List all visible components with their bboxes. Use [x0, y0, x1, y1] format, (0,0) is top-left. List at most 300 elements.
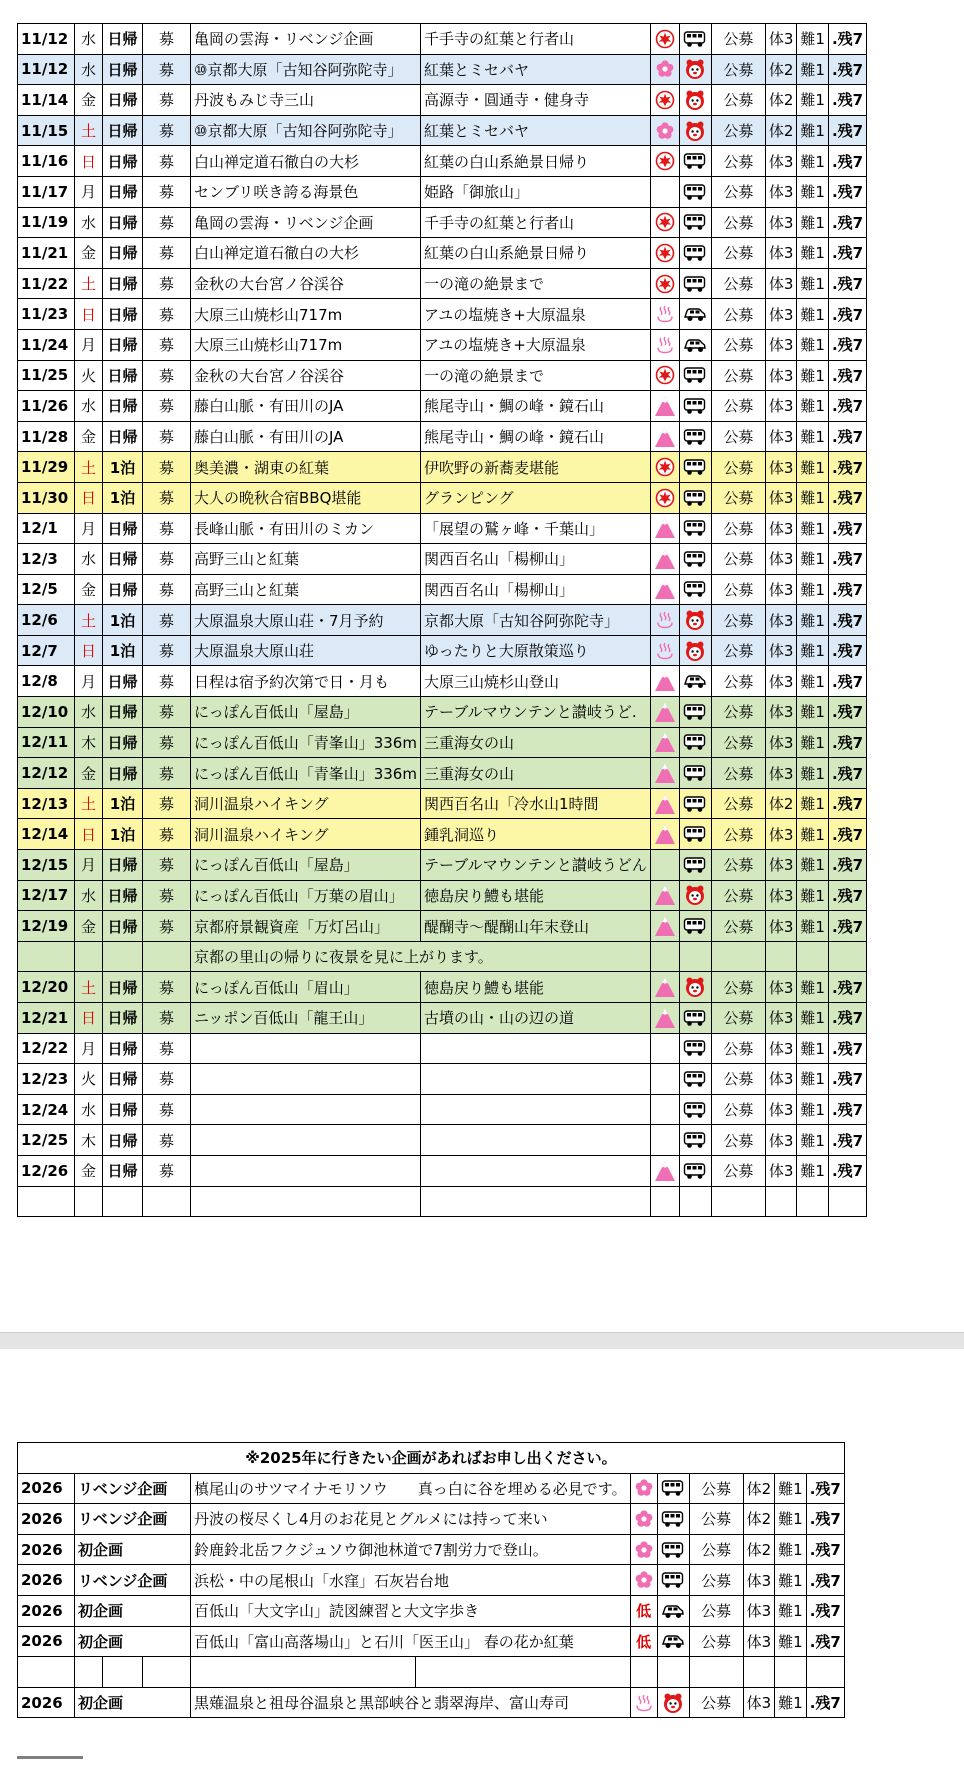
bus-icon: [683, 1008, 708, 1028]
date-cell: 12/21: [18, 1003, 75, 1034]
weekday-cell: 日: [75, 635, 103, 666]
plan-text-cell: 丹波の桜尽くし4月のお花見とグルメには持って来い: [191, 1504, 631, 1535]
schedule-row: [18, 605, 867, 636]
weekday-cell: 金: [75, 421, 103, 452]
public-cell: 公募: [711, 544, 765, 575]
weekday-cell: 土: [75, 452, 103, 483]
plan-title-cell: 大原三山焼杉山717m: [191, 299, 421, 330]
stamina-cell: 体3: [765, 911, 797, 942]
transport-icon-cell: [679, 911, 711, 942]
theme-icon-cell: [650, 880, 679, 911]
date-cell: 11/19: [18, 207, 75, 238]
stamina-cell: 体3: [765, 146, 797, 177]
plan-title-cell: 京都府景観資産「万灯呂山」: [191, 911, 421, 942]
plan-title-cell: 長峰山脈・有田川のミカン: [191, 513, 421, 544]
date-cell: 11/22: [18, 268, 75, 299]
remaining-cell: .残7: [828, 1155, 866, 1186]
weekday-cell: 日: [75, 146, 103, 177]
public-cell: 公募: [711, 635, 765, 666]
transport-icon-cell: [679, 666, 711, 697]
recruit-cell: 募: [143, 1094, 191, 1125]
maple-icon: [654, 29, 676, 49]
recruit-cell: 募: [143, 758, 191, 789]
public-cell: 公募: [711, 54, 765, 85]
trip-type-cell: 日帰: [103, 421, 143, 452]
maple-icon: [654, 151, 676, 171]
empty-cell: [679, 1186, 711, 1217]
trip-type-cell: 日帰: [103, 727, 143, 758]
bus-icon: [683, 29, 708, 49]
plan-kind-cell: 初企画: [75, 1534, 191, 1565]
public-cell: 公募: [711, 880, 765, 911]
difficulty-cell: 難1: [797, 1155, 829, 1186]
weekday-cell: 金: [75, 85, 103, 116]
transport-icon-cell: [679, 850, 711, 881]
theme-icon-cell: [650, 1064, 679, 1095]
public-cell: 公募: [711, 1155, 765, 1186]
public-cell: 公募: [711, 24, 765, 55]
mountain-icon: [654, 426, 676, 448]
note-text-cell: 京都の里山の帰りに夜景を見に上がります。: [191, 941, 651, 972]
transport-icon-cell: [679, 1155, 711, 1186]
low-mountain-icon: 低: [630, 1626, 657, 1657]
weekday-cell: 水: [75, 54, 103, 85]
remaining-cell: .残7: [828, 391, 866, 422]
weekday-cell: 金: [75, 911, 103, 942]
date-cell: 12/1: [18, 513, 75, 544]
empty-cell: [75, 1186, 103, 1217]
stamina-cell: 体3: [765, 360, 797, 391]
plan-description-cell: 千手寺の紅葉と行者山: [420, 207, 650, 238]
public-cell: 公募: [711, 666, 765, 697]
plan-title-cell: [191, 1094, 421, 1125]
theme-icon-cell: [650, 605, 679, 636]
theme-icon-cell: [650, 574, 679, 605]
plan-description-cell: 醍醐寺～醍醐山年末登山: [420, 911, 650, 942]
remaining-cell: .残7: [828, 727, 866, 758]
bus-icon: [683, 457, 708, 477]
plan-text-cell: 百低山「大文字山」読図練習と大文字歩き: [191, 1595, 631, 1626]
date-cell: 11/26: [18, 391, 75, 422]
recruit-cell: 募: [143, 819, 191, 850]
stamina-cell: 体3: [765, 268, 797, 299]
date-cell: 12/23: [18, 1064, 75, 1095]
weekday-cell: 金: [75, 758, 103, 789]
transport-icon-cell: [679, 758, 711, 789]
transport-icon-cell: [679, 1125, 711, 1156]
future-plan-row: [18, 1626, 845, 1657]
stamina-cell: 体3: [765, 238, 797, 269]
difficulty-cell: 難1: [797, 1064, 829, 1095]
difficulty-cell: 難1: [775, 1626, 807, 1657]
onsen-icon: [654, 610, 676, 630]
bus-icon: [683, 1100, 708, 1120]
theme-icon-cell: [650, 1155, 679, 1186]
recruit-cell: 募: [143, 85, 191, 116]
page-divider: [0, 1332, 964, 1349]
empty-row: [18, 1657, 845, 1688]
stamina-cell: 体3: [765, 391, 797, 422]
bus-icon: [661, 1540, 686, 1560]
bus-icon: [683, 1069, 708, 1089]
bus-icon: [683, 732, 708, 752]
year-cell: 2026: [18, 1687, 75, 1718]
plan-kind-cell: 初企画: [75, 1595, 191, 1626]
stamina-cell: 体3: [765, 329, 797, 360]
public-cell: 公募: [711, 788, 765, 819]
schedule-row: [18, 146, 867, 177]
plan-title-cell: 藤白山脈・有田川のJA: [191, 391, 421, 422]
trip-type-cell: 日帰: [103, 238, 143, 269]
plan-title-cell: 亀岡の雲海・リベンジ企画: [191, 24, 421, 55]
plan-description-cell: 伊吹野の新蕎麦堪能: [420, 452, 650, 483]
schedule-row: [18, 1003, 867, 1034]
weekday-cell: 日: [75, 1003, 103, 1034]
trip-type-cell: 1泊: [103, 482, 143, 513]
schedule-row: [18, 666, 867, 697]
onsen-icon: [654, 304, 676, 324]
bus-icon: [683, 794, 708, 814]
empty-cell: [75, 1657, 103, 1688]
mountain-icon: [654, 731, 676, 753]
transport-icon-cell: [679, 54, 711, 85]
trip-type-cell: 日帰: [103, 513, 143, 544]
remaining-cell: .残7: [828, 176, 866, 207]
schedule-row: [18, 697, 867, 728]
stamina-cell: 体3: [765, 574, 797, 605]
weekday-cell: 土: [75, 115, 103, 146]
plan-title-cell: [191, 1155, 421, 1186]
plan-text-cell: 鈴鹿鈴北岳フクジュソウ御池林道で7割労力で登山。: [191, 1534, 631, 1565]
remaining-cell: .残7: [828, 788, 866, 819]
year-cell: 2026: [18, 1504, 75, 1535]
plan-title-cell: センブリ咲き誇る海景色: [191, 176, 421, 207]
recruit-cell: 募: [143, 513, 191, 544]
difficulty-cell: 難1: [797, 574, 829, 605]
schedule-row: [18, 238, 867, 269]
schedule-row: [18, 115, 867, 146]
weekday-cell: 月: [75, 666, 103, 697]
stamina-cell: 体3: [765, 850, 797, 881]
stamina-cell: 体3: [765, 1064, 797, 1095]
difficulty-cell: 難1: [797, 635, 829, 666]
theme-icon-cell: [650, 176, 679, 207]
plan-kind-cell: 初企画: [75, 1626, 191, 1657]
bus-icon: [683, 702, 708, 722]
stamina-cell: 体3: [765, 972, 797, 1003]
public-cell: 公募: [711, 176, 765, 207]
schedule-row: [18, 1155, 867, 1186]
difficulty-cell: 難1: [775, 1687, 807, 1718]
stamina-cell: 体3: [765, 635, 797, 666]
stamina-cell: 体3: [765, 819, 797, 850]
trip-type-cell: 1泊: [103, 605, 143, 636]
plan-text-cell: 浜松・中の尾根山「水窪」石灰岩台地: [191, 1565, 631, 1596]
remaining-cell: .残7: [828, 513, 866, 544]
stamina-cell: 体3: [765, 1125, 797, 1156]
mountain-icon: [654, 395, 676, 417]
transport-icon-cell: [679, 544, 711, 575]
date-cell: 11/24: [18, 329, 75, 360]
plan-description-cell: 古墳の山・山の辺の道: [420, 1003, 650, 1034]
difficulty-cell: 難1: [797, 176, 829, 207]
schedule-row: [18, 911, 867, 942]
theme-icon-cell: [650, 819, 679, 850]
transport-icon-cell: [679, 513, 711, 544]
public-cell: 公募: [711, 1033, 765, 1064]
recruit-cell: 募: [143, 788, 191, 819]
plan-description-cell: 紅葉の白山系絶景日帰り: [420, 146, 650, 177]
stamina-cell: 体3: [765, 421, 797, 452]
plan-description-cell: 一の滝の絶景まで: [420, 268, 650, 299]
public-cell: 公募: [711, 85, 765, 116]
recruit-cell: 募: [143, 482, 191, 513]
note-row: [18, 941, 867, 972]
trip-type-cell: 日帰: [103, 697, 143, 728]
theme-icon-cell: [630, 1473, 657, 1504]
bus-icon: [683, 549, 708, 569]
recruit-cell: 募: [143, 299, 191, 330]
schedule-row: [18, 1094, 867, 1125]
recruit-cell: 募: [143, 329, 191, 360]
public-cell: 公募: [711, 482, 765, 513]
plan-kind-cell: リベンジ企画: [75, 1504, 191, 1535]
remaining-cell: .残7: [828, 972, 866, 1003]
stamina-cell: 体3: [765, 1003, 797, 1034]
date-cell: 11/25: [18, 360, 75, 391]
bus-icon: [683, 365, 708, 385]
plan-text-cell: 百低山「富山高落場山」と石川「医王山」 春の花か紅葉: [191, 1626, 631, 1657]
plan-description-cell: 千手寺の紅葉と行者山: [420, 24, 650, 55]
trip-type-cell: 1泊: [103, 452, 143, 483]
plan-description-cell: テーブルマウンテンと讃岐うどん: [420, 850, 650, 881]
recruit-cell: 募: [143, 727, 191, 758]
plan-description-cell: 大原三山焼杉山登山: [420, 666, 650, 697]
difficulty-cell: 難1: [797, 360, 829, 391]
stamina-cell: 体3: [765, 299, 797, 330]
plan-title-cell: にっぽん百低山「屋島」: [191, 697, 421, 728]
weekday-cell: 火: [75, 360, 103, 391]
difficulty-cell: 難1: [797, 605, 829, 636]
public-cell: 公募: [711, 452, 765, 483]
transport-icon-cell: [679, 635, 711, 666]
plan-title-cell: にっぽん百低山「青峯山」336m: [191, 758, 421, 789]
plan-description-cell: 熊尾寺山・鯛の峰・鏡石山: [420, 391, 650, 422]
remaining-cell: .残7: [828, 635, 866, 666]
plan-description-cell: 関西百名山「楊柳山」: [420, 574, 650, 605]
recruit-cell: 募: [143, 207, 191, 238]
theme-icon-cell: [650, 421, 679, 452]
difficulty-cell: 難1: [775, 1504, 807, 1535]
difficulty-cell: 難1: [797, 268, 829, 299]
plan-title-cell: 白山禅定道石徹白の大杉: [191, 146, 421, 177]
recruit-cell: 募: [143, 360, 191, 391]
date-cell: 12/20: [18, 972, 75, 1003]
car-icon: [683, 335, 708, 355]
remaining-cell: .残7: [828, 819, 866, 850]
trip-type-cell: 日帰: [103, 544, 143, 575]
theme-icon-cell: [630, 1687, 657, 1718]
empty-cell: [650, 941, 679, 972]
transport-icon-cell: [679, 727, 711, 758]
remaining-cell: .残7: [828, 268, 866, 299]
recruit-cell: 募: [143, 697, 191, 728]
public-cell: 公募: [711, 207, 765, 238]
remaining-cell: .残7: [828, 115, 866, 146]
empty-cell: [103, 1657, 143, 1688]
public-cell: 公募: [711, 146, 765, 177]
stamina-cell: 体3: [765, 727, 797, 758]
weekday-cell: 日: [75, 299, 103, 330]
plan-text-cell: 槙尾山のサツマイナモリソウ 真っ白に谷を埋める必見です。: [191, 1473, 631, 1504]
weekday-cell: 日: [75, 819, 103, 850]
difficulty-cell: 難1: [797, 666, 829, 697]
empty-cell: [657, 1657, 689, 1688]
onsen-icon: [654, 335, 676, 355]
trip-type-cell: 1泊: [103, 635, 143, 666]
transport-icon-cell: [657, 1595, 689, 1626]
difficulty-cell: 難1: [775, 1473, 807, 1504]
plan-title-cell: [191, 1125, 421, 1156]
flower-icon: [654, 121, 676, 141]
weekday-cell: 土: [75, 605, 103, 636]
theme-icon-cell: [650, 115, 679, 146]
recruit-cell: 募: [143, 1064, 191, 1095]
date-cell: 11/12: [18, 54, 75, 85]
empty-cell: [143, 1186, 191, 1217]
plan-title-cell: 大原温泉大原山荘: [191, 635, 421, 666]
theme-icon-cell: [650, 972, 679, 1003]
plan-description-cell: 鍾乳洞巡り: [420, 819, 650, 850]
plan-description-cell: テーブルマウンテンと讃岐うど.: [420, 697, 650, 728]
stamina-cell: 体3: [743, 1595, 775, 1626]
trip-type-cell: 日帰: [103, 911, 143, 942]
public-cell: 公募: [711, 1125, 765, 1156]
transport-icon-cell: [679, 972, 711, 1003]
difficulty-cell: 難1: [797, 1125, 829, 1156]
transport-icon-cell: [679, 605, 711, 636]
trip-type-cell: 日帰: [103, 1033, 143, 1064]
weekday-cell: 水: [75, 391, 103, 422]
date-cell: 12/25: [18, 1125, 75, 1156]
recruit-cell: 募: [143, 176, 191, 207]
recruit-cell: 募: [143, 605, 191, 636]
plan-description-cell: アユの塩焼き+大原温泉: [420, 329, 650, 360]
plan-description-cell: [420, 1064, 650, 1095]
weekday-cell: 土: [75, 268, 103, 299]
transport-icon-cell: [679, 819, 711, 850]
mountain-icon: [654, 1007, 676, 1029]
date-cell: 12/8: [18, 666, 75, 697]
future-plan-row: [18, 1504, 845, 1535]
theme-icon-cell: [650, 666, 679, 697]
stamina-cell: 体3: [765, 1094, 797, 1125]
schedule-row: [18, 299, 867, 330]
theme-icon-cell: [650, 635, 679, 666]
theme-icon-cell: [650, 452, 679, 483]
plan-title-cell: 大人の晩秋合宿BBQ堪能: [191, 482, 421, 513]
difficulty-cell: 難1: [797, 697, 829, 728]
transport-icon-cell: [679, 880, 711, 911]
transport-icon-cell: [679, 299, 711, 330]
weekday-cell: 月: [75, 513, 103, 544]
theme-icon-cell: [650, 788, 679, 819]
remaining-cell: .残7: [828, 360, 866, 391]
theme-icon-cell: [650, 268, 679, 299]
stamina-cell: 体2: [765, 54, 797, 85]
plan-title-cell: にっぽん百低山「万葉の眉山」: [191, 880, 421, 911]
remaining-cell: .残7: [828, 452, 866, 483]
empty-cell: [420, 1186, 650, 1217]
theme-icon-cell: [650, 207, 679, 238]
stamina-cell: 体3: [743, 1565, 775, 1596]
difficulty-cell: 難1: [797, 421, 829, 452]
plan-description-cell: 京都大原「古知谷阿弥陀寺」: [420, 605, 650, 636]
remaining-cell: .残7: [828, 911, 866, 942]
trip-type-cell: 日帰: [103, 54, 143, 85]
remaining-cell: .残7: [828, 85, 866, 116]
trip-type-cell: 日帰: [103, 360, 143, 391]
empty-cell: [18, 1657, 75, 1688]
difficulty-cell: 難1: [797, 972, 829, 1003]
remaining-cell: .残7: [828, 574, 866, 605]
bus-icon: [683, 427, 708, 447]
weekday-cell: 月: [75, 1033, 103, 1064]
car-icon: [683, 304, 708, 324]
plan-title-cell: [191, 1064, 421, 1095]
mountain-icon: [654, 884, 676, 906]
plan-description-cell: [420, 1094, 650, 1125]
weekday-cell: 水: [75, 207, 103, 238]
date-cell: 11/28: [18, 421, 75, 452]
transport-icon-cell: [657, 1504, 689, 1535]
empty-cell: [679, 941, 711, 972]
transport-icon-cell: [679, 146, 711, 177]
remaining-cell: .残7: [828, 880, 866, 911]
empty-cell: [630, 1657, 657, 1688]
empty-cell: [650, 1186, 679, 1217]
theme-icon-cell: [650, 85, 679, 116]
schedule-row: [18, 1064, 867, 1095]
difficulty-cell: 難1: [797, 115, 829, 146]
transport-icon-cell: [679, 360, 711, 391]
transport-icon-cell: [679, 176, 711, 207]
transport-icon-cell: [679, 1033, 711, 1064]
difficulty-cell: 難1: [797, 391, 829, 422]
plan-title-cell: 高野三山と紅葉: [191, 574, 421, 605]
mountain-icon: [654, 548, 676, 570]
transport-icon-cell: [679, 1094, 711, 1125]
plan-kind-cell: リベンジ企画: [75, 1473, 191, 1504]
plan-title-cell: 高野三山と紅葉: [191, 544, 421, 575]
public-cell: 公募: [711, 972, 765, 1003]
weekday-cell: 金: [75, 574, 103, 605]
stamina-cell: 体3: [765, 605, 797, 636]
plan-description-cell: 関西百名山「冷水山1時間: [420, 788, 650, 819]
schedule-row: [18, 329, 867, 360]
date-cell: 12/24: [18, 1094, 75, 1125]
plan-title-cell: 奥美濃・湖東の紅葉: [191, 452, 421, 483]
empty-row: [18, 1186, 867, 1217]
difficulty-cell: 難1: [775, 1595, 807, 1626]
bus-icon: [683, 518, 708, 538]
empty-cell: [711, 941, 765, 972]
public-cell: 公募: [711, 238, 765, 269]
public-cell: 公募: [711, 299, 765, 330]
stamina-cell: 体3: [765, 207, 797, 238]
future-plans-table: [17, 1442, 845, 1718]
transport-icon-cell: [679, 115, 711, 146]
